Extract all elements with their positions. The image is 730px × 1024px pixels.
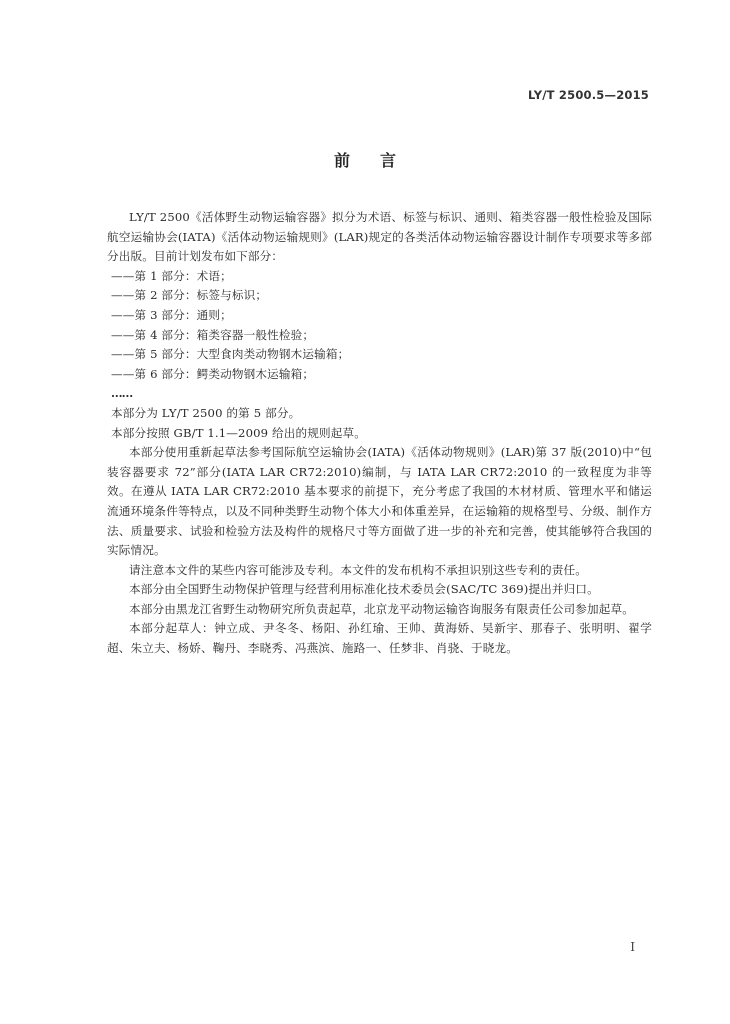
part-list-item: ——第 5 部分：大型食肉类动物钢木运输箱； [111, 347, 350, 362]
ellipsis: …… [111, 386, 133, 401]
part-list-item: ——第 4 部分：箱类容器一般性检验； [111, 327, 315, 342]
drafting-rule-paragraph: 本部分按照 GB/T 1.1—2009 给出的规则起草。 [111, 425, 366, 440]
proposed-paragraph: 本部分由全国野生动物保护管理与经营利用标准化技术委员会(SAC/TC 369)提出并归口。 [129, 582, 599, 597]
redraft-paragraph: 本部分使用重新起草法参考国际航空运输协会(IATA)《活体动物规则》(LAR)第 37 版(2010)中“包装容器要求 72”部分(IATA LAR CR72:2010)编制，与 IATA LAR CR72:2010 的一致程度为非等效。在遵从 IATA LAR CR72:2010 基本要求的前提下，充分考虑了我国的木材材质、管理水平和储运流通环境条件等特点，以及不同种类野生动物个体大小和体重差异，在运输箱的规格型号、分级、制作方法、质量要求、试验和检验方法及构件的规格尺寸等方面做了进一步的补充和完善，使其能够符合我国的实际情况。 [107, 445, 652, 558]
part-list-item: ——第 6 部分：鳄类动物钢木运输箱； [111, 366, 315, 381]
foreword-body [107, 208, 652, 659]
part-list-item: ——第 3 部分：通则； [111, 307, 232, 322]
patent-paragraph: 请注意本文件的某些内容可能涉及专利。本文件的发布机构不承担识别这些专利的责任。 [129, 562, 588, 577]
intro-paragraph: LY/T 2500《活体野生动物运输容器》拟分为术语、标签与标识、通则、箱类容器一般性检验及国际航空运输协会(IATA)《活体动物运输规则》(LAR)规定的各类活体动物运输容器设计制作专项要求等多部分出版。目前计划发布如下部分： [107, 210, 652, 264]
part-list-item: ——第 2 部分：标签与标识； [111, 288, 268, 303]
page-title: 前言 [333, 151, 426, 170]
part-list-item: ——第 1 部分：术语； [111, 268, 232, 283]
this-part-paragraph: 本部分为 LY/T 2500 的第 5 部分。 [111, 405, 301, 420]
drafters-paragraph: 本部分起草人：钟立成、尹冬冬、杨阳、孙红瑜、王帅、黄海娇、吴新宇、那春子、张明明、翟学超、朱立夫、杨娇、鞠丹、李晓秀、冯燕滨、施路一、任梦非、肖骁、于晓龙。 [107, 621, 652, 656]
page-number: I [630, 940, 635, 954]
standard-code: LY/T 2500.5—2015 [528, 88, 649, 102]
drafting-units-paragraph: 本部分由黑龙江省野生动物研究所负责起草，北京龙平动物运输咨询服务有限责任公司参加起草。 [129, 601, 634, 616]
